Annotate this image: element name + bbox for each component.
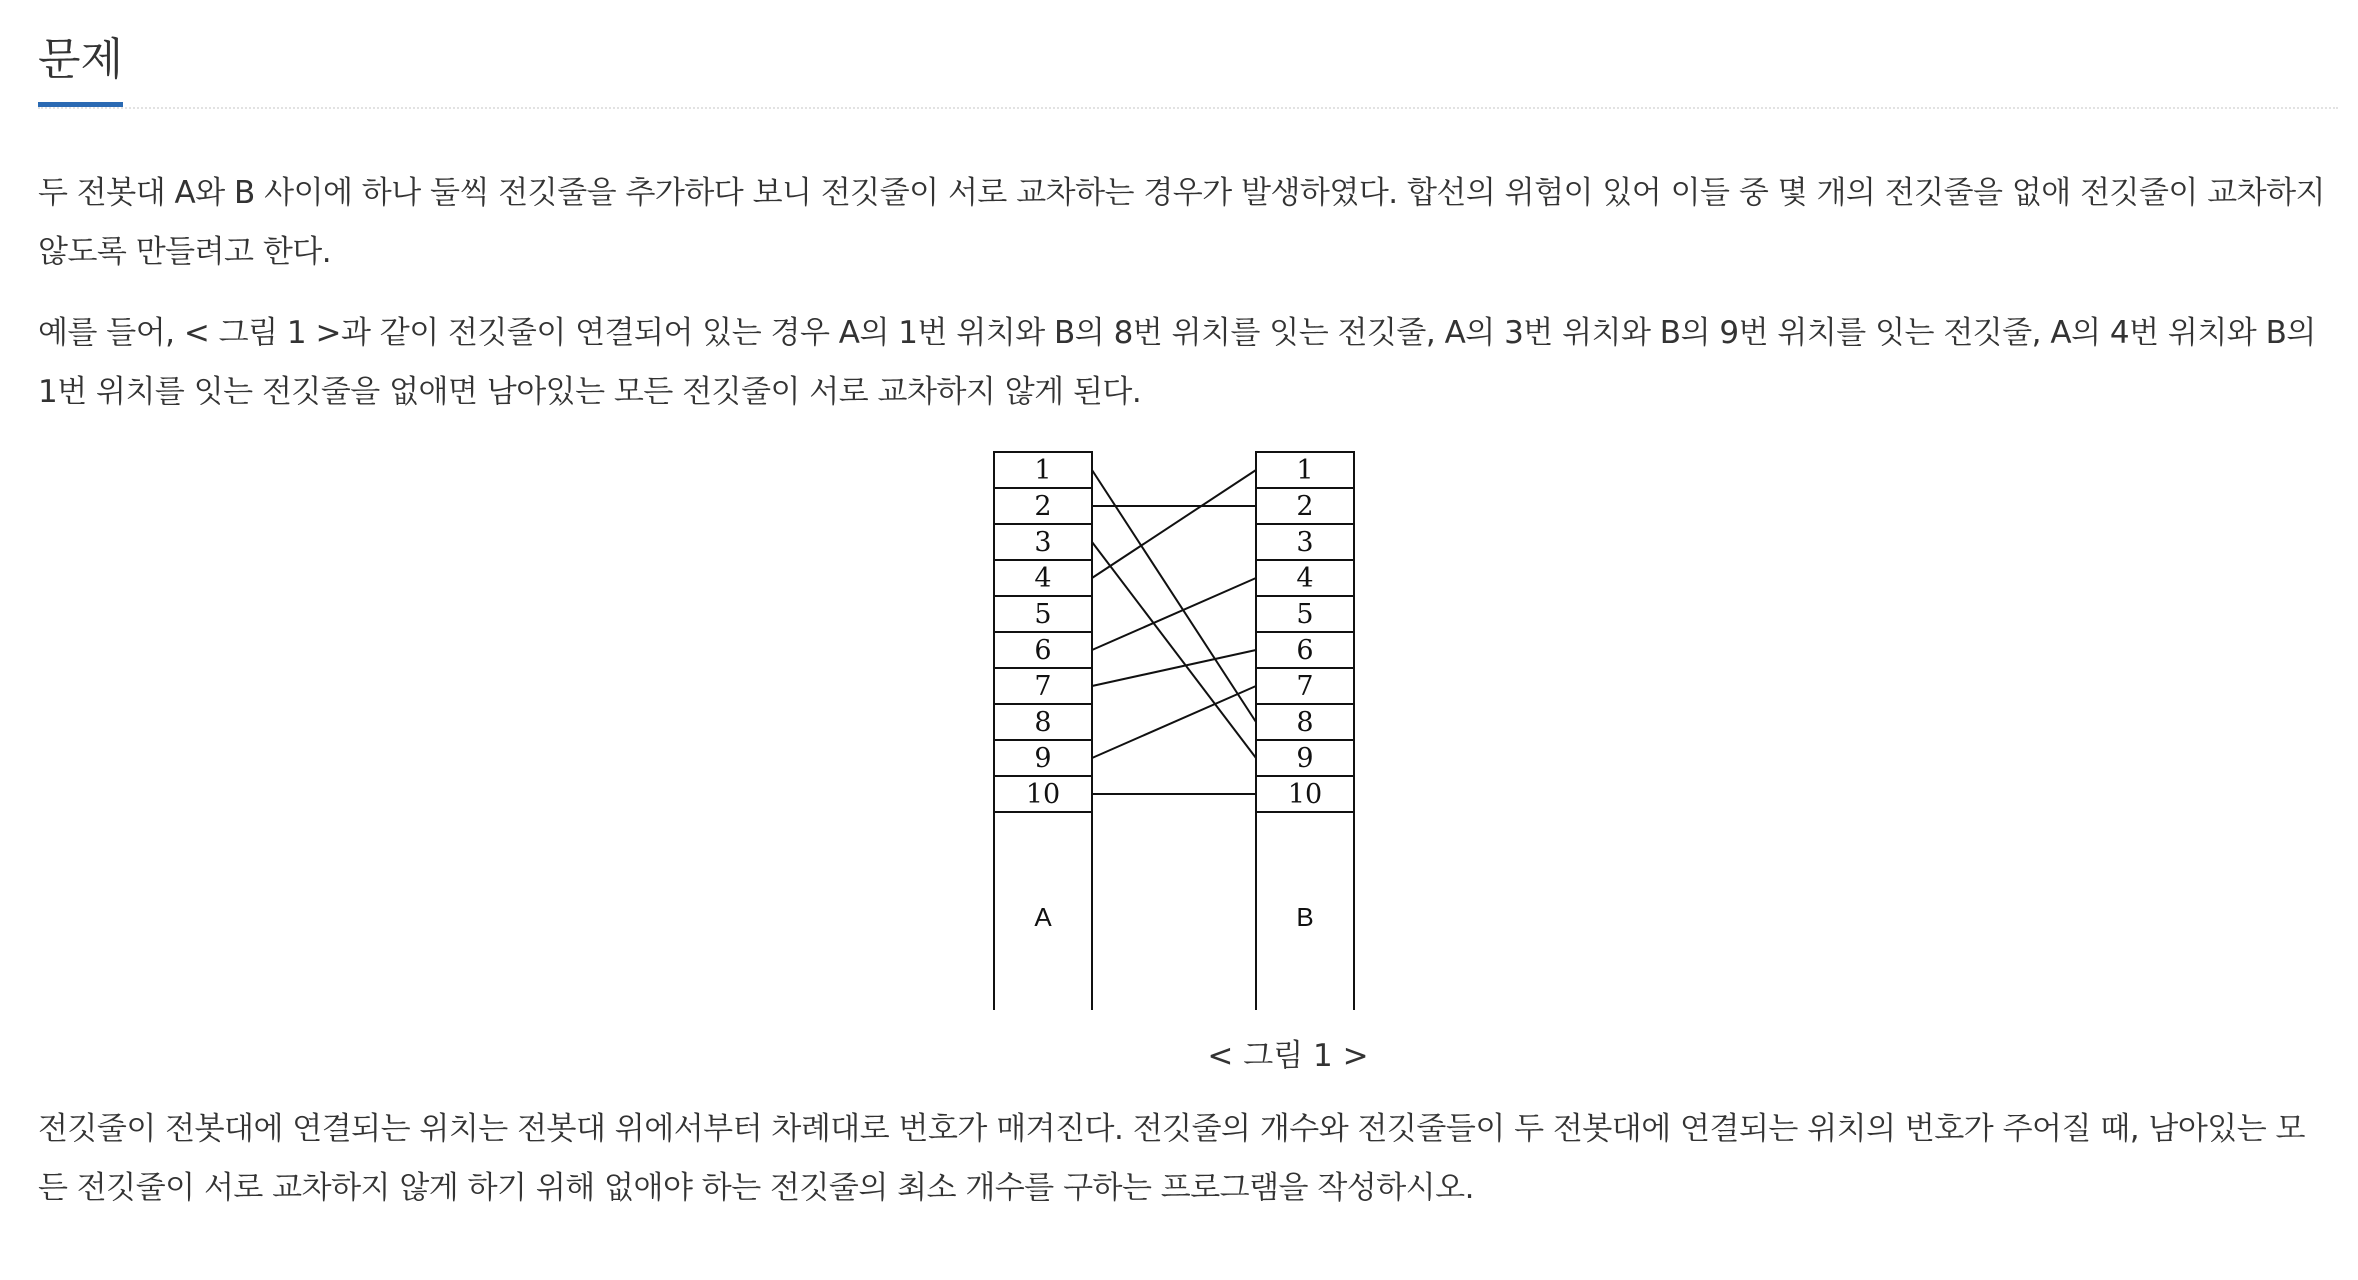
wire-a9-b7 [1092,686,1256,758]
figure-caption [38,1036,2328,1076]
section-header [38,0,2338,109]
description-paragraph-2: 예를 들어, < 그림 1 >과 같이 전깃줄이 연결되어 있는 경우 A의 1번 위치와 B의 8번 위치를 잇는 전깃줄, A의 3번 위치와 B의 9번 위치를 잇는 전깃줄, A의 4번 위치와 B의 1번 위치를 잇는 전깃줄을 없애면 남아있는 모든 전깃줄이 서로 교차하지 않게 된다. [38,315,2316,410]
post-b-position-7: 7 [1296,671,1314,702]
post-a-position-10: 10 [1025,779,1061,810]
post-a-position-3: 3 [1034,527,1052,558]
post-a-position-2: 2 [1034,491,1052,522]
wire-a4-b1 [1092,470,1256,578]
utility-poles-diagram [992,450,1372,1010]
section-heading: 문제 [38,30,123,107]
post-a [994,452,1092,1010]
post-b-position-3: 3 [1296,527,1314,558]
post-b-position-9: 9 [1296,743,1314,774]
post-b-label: B [1296,902,1314,932]
post-b-position-6: 6 [1296,635,1314,666]
wire-a3-b9 [1092,542,1256,758]
post-b-position-4: 4 [1296,563,1314,594]
post-a-position-6: 6 [1034,635,1052,666]
post-a-position-4: 4 [1034,563,1052,594]
wire-a6-b4 [1092,578,1256,650]
post-a-position-1: 1 [1034,455,1052,486]
post-a-position-5: 5 [1034,599,1052,630]
post-b-position-5: 5 [1296,599,1314,630]
problem-section [38,0,2338,1218]
description-paragraph-1: 두 전봇대 A와 B 사이에 하나 둘씩 전깃줄을 추가하다 보니 전깃줄이 서로 교차하는 경우가 발생하였다. 합선의 위험이 있어 이들 중 몇 개의 전깃줄을 없애 전깃줄이 교차하지 않도록 만들려고 한다. [38,175,2325,270]
post-a-position-8: 8 [1034,707,1052,738]
post-a-position-9: 9 [1034,743,1052,774]
post-a-position-7: 7 [1034,671,1052,702]
description-paragraph-3: 전깃줄이 전봇대에 연결되는 위치는 전봇대 위에서부터 차례대로 번호가 매겨진다. 전깃줄의 개수와 전깃줄들이 두 전봇대에 연결되는 위치의 번호가 주어질 때, 남아있는 모든 전깃줄이 서로 교차하지 않게 하기 위해 없애야 하는 전깃줄의 최소 개수를 구하는 프로그램을 작성하시오. [38,1111,2306,1206]
post-b-position-1: 1 [1296,455,1314,486]
figure-1 [38,450,2338,1076]
wire-a1-b8 [1092,470,1256,722]
wire-a7-b6 [1092,650,1256,686]
post-b-position-10: 10 [1287,779,1323,810]
post-b [1256,452,1354,1010]
post-a-label: A [1034,902,1052,932]
figure-caption-text: < 그림 1 > [1207,1038,1369,1074]
post-b-position-8: 8 [1296,707,1314,738]
post-b-position-2: 2 [1296,491,1314,522]
